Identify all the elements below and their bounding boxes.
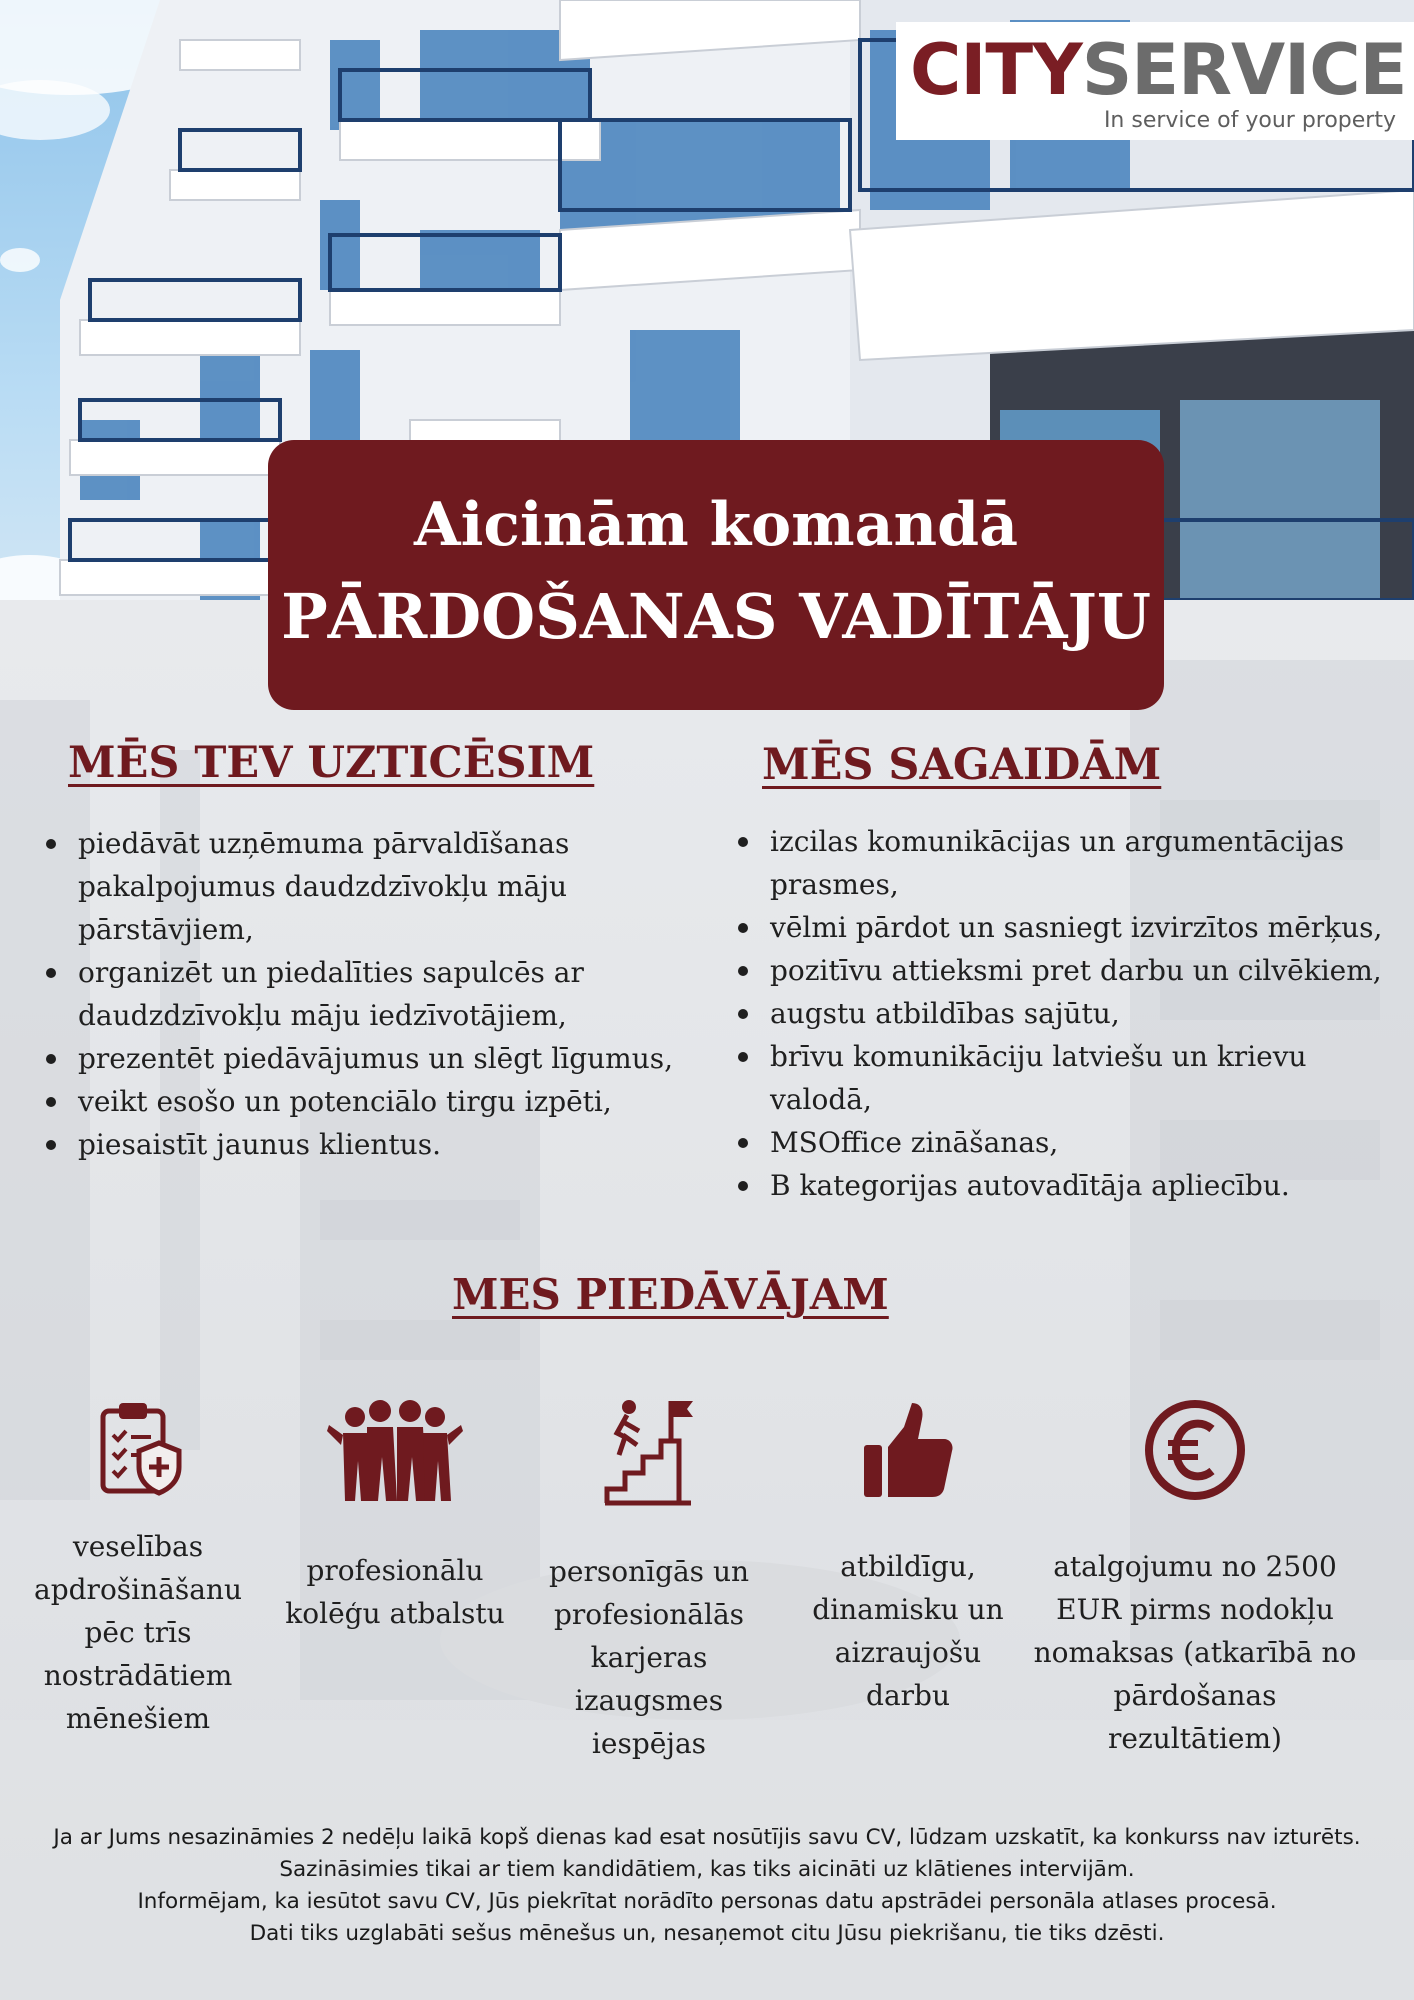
offer-text: veselības apdrošināšanu pēc trīs nostrādātiem mēnešiem — [34, 1530, 242, 1735]
notice-line: Sazināsimies tikai ar tiem kandidātiem, kas tiks aicināti uz klātienes intervijām. — [279, 1857, 1135, 1882]
notice-line: Ja ar Jums nesazināmies 2 nedēļu laikā kopš dienas kad esat nosūtījis savu CV, lūdzam uzskatīt, ka konkurss nav izturēts. — [53, 1825, 1361, 1850]
health-insurance-icon — [83, 1395, 193, 1505]
career-stairs-icon — [599, 1395, 699, 1510]
banner-position-title: PĀRDOŠANAS VADĪTĀJU — [281, 580, 1151, 653]
list-item: B kategorijas autovadītāja apliecību. — [734, 1164, 1406, 1207]
we-expect-list — [734, 820, 1406, 1207]
offer-text: atbildīgu, dinamisku un aizraujošu darbu — [812, 1550, 1004, 1712]
euro-icon — [1140, 1395, 1250, 1505]
notice-line: Informējam, ka iesūtot savu CV, Jūs piekrītat norādīto personas datu apstrādei personāla atlases procesā. — [137, 1889, 1277, 1914]
privacy-notice — [20, 1822, 1394, 1950]
team-group-icon — [325, 1395, 465, 1505]
list-item: augstu atbildības sajūtu, — [734, 992, 1406, 1035]
list-item: piesaistīt jaunus klientus. — [42, 1123, 702, 1166]
offer-dynamic-work — [808, 1395, 1008, 1717]
offer-text: profesionālu kolēģu atbalstu — [285, 1554, 505, 1630]
offer-salary — [1025, 1395, 1365, 1760]
list-item: piedāvāt uzņēmuma pārvaldīšanas pakalpojumus daudzdzīvokļu māju pārstāvjiem, — [42, 822, 702, 951]
list-item: brīvu komunikāciju latviešu un krievu valodā, — [734, 1035, 1406, 1121]
logo-wordmark — [910, 29, 1407, 111]
list-item: MSOffice zināšanas, — [734, 1121, 1406, 1164]
title-banner — [268, 440, 1164, 710]
offer-text: atalgojumu no 2500 EUR pirms nodokļu nomaksas (atkarībā no pārdošanas rezultātiem) — [1033, 1550, 1357, 1755]
we-offer-heading: MES PIEDĀVĀJAM — [452, 1270, 889, 1319]
logo-city-text: CITY — [910, 29, 1082, 111]
notice-line: Dati tiks uzglabāti sešus mēnešus un, nesaņemot citu Jūsu piekrišanu, tie tiks dzēsti. — [249, 1921, 1165, 1946]
list-item: veikt esošo un potenciālo tirgu izpēti, — [42, 1080, 702, 1123]
offer-text: personīgās un profesionālās karjeras izaugsmes iespējas — [548, 1555, 750, 1760]
we-trust-list — [42, 822, 702, 1166]
cityservice-logo — [896, 22, 1414, 140]
list-item: pozitīvu attieksmi pret darbu un cilvēkiem, — [734, 949, 1406, 992]
logo-tagline: In service of your property — [1103, 108, 1396, 133]
list-item: organizēt un piedalīties sapulcēs ar daudzdzīvokļu māju iedzīvotājiem, — [42, 951, 702, 1037]
thumbs-up-icon — [858, 1395, 958, 1505]
we-trust-heading: MĒS TEV UZTICĒSIM — [68, 738, 595, 788]
offer-career-growth — [538, 1395, 760, 1765]
list-item: izcilas komunikācijas un argumentācijas prasmes, — [734, 820, 1406, 906]
list-item: prezentēt piedāvājumus un slēgt līgumus, — [42, 1037, 702, 1080]
logo-service-text: SERVICE — [1081, 29, 1407, 111]
offer-health-insurance — [28, 1395, 248, 1740]
list-item: vēlmi pārdot un sasniegt izvirzītos mērķus, — [734, 906, 1406, 949]
banner-invite-text: Aicinām komandā — [414, 490, 1018, 560]
we-expect-heading: MĒS SAGAIDĀM — [762, 740, 1162, 790]
offer-colleague-support — [275, 1395, 515, 1635]
